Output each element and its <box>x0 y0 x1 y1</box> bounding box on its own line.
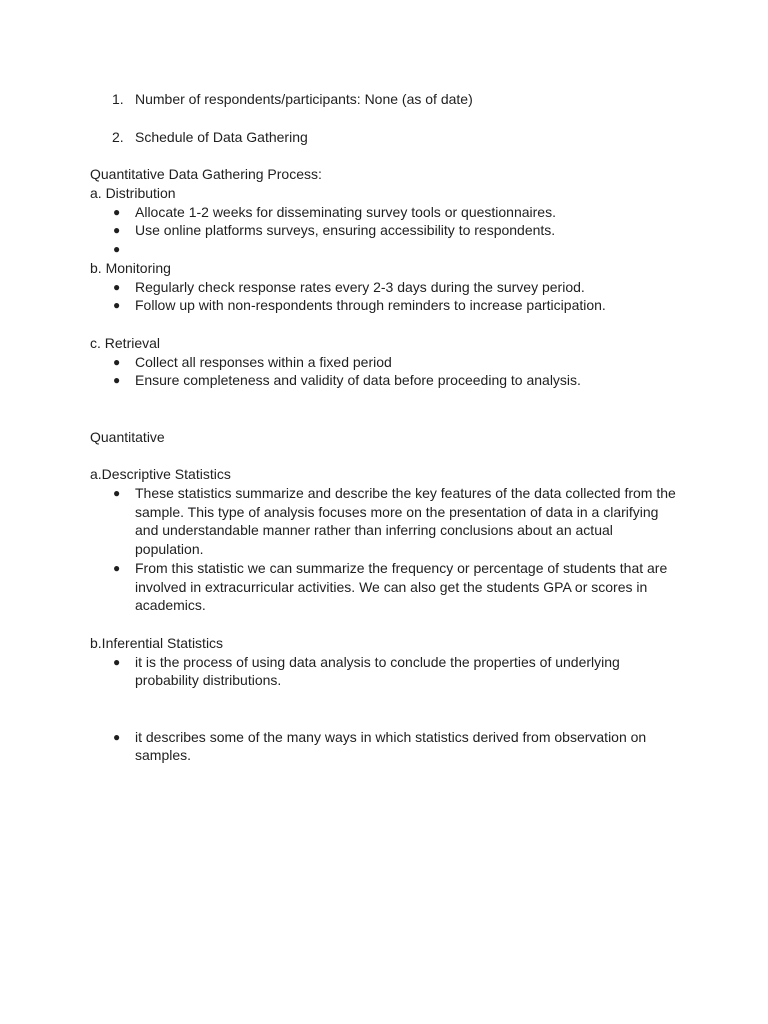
document-page <box>90 90 680 765</box>
retrieval-heading: c. Retrieval <box>90 334 161 351</box>
list-item-text: Collect all responses within a fixed period <box>135 353 392 370</box>
list-item-text: From this statistic we can summarize the frequency or percentage of students that are involved in extracurricular activities. We can also get the students GPA or scores in academics. <box>135 559 668 614</box>
bullet-icon: ● <box>113 654 121 669</box>
list-item <box>90 371 680 390</box>
list-item-text: it describes some of the many ways in which statistics derived from observation on samples. <box>135 728 647 764</box>
list-item <box>90 484 680 559</box>
list-item-text: Follow up with non-respondents through reminders to increase participation. <box>135 297 606 314</box>
list-item-text: it is the process of using data analysis to conclude the properties of underlying probability distributions. <box>135 653 620 689</box>
list-item <box>90 203 680 222</box>
distribution-heading: a. Distribution <box>90 184 176 201</box>
list-item-text: Use online platforms surveys, ensuring accessibility to respondents. <box>135 222 556 239</box>
bullet-icon: ● <box>113 560 121 575</box>
process-title: Quantitative Data Gathering Process: <box>90 166 322 182</box>
list-item-text: These statistics summarize and describe the key features of the data collected from the sample. This type of analysis focuses more on the presentation of data in a clarifying and understandable manner rather than inferring conclusions about an actual population. <box>135 484 676 557</box>
numbered-item-schedule <box>90 128 680 147</box>
monitoring-heading: b. Monitoring <box>90 259 171 276</box>
inferential-heading: b.Inferential Statistics <box>90 634 224 651</box>
list-item-text: Schedule of Data Gathering <box>135 128 308 145</box>
list-item <box>90 278 680 297</box>
bullet-icon: ● <box>113 298 121 313</box>
list-item <box>90 221 680 240</box>
list-item <box>90 296 680 315</box>
bullet-icon: ● <box>113 279 121 294</box>
list-item-empty <box>90 240 680 259</box>
list-item-text: Number of respondents/participants: None (as of date) <box>135 91 473 107</box>
bullet-icon: ● <box>113 354 121 369</box>
numbered-item-respondents <box>90 90 680 109</box>
list-item-text: Allocate 1-2 weeks for disseminating survey tools or questionnaires. <box>135 203 556 220</box>
descriptive-heading: a.Descriptive Statistics <box>90 466 231 482</box>
bullet-icon: ● <box>113 485 121 500</box>
list-item <box>90 653 680 691</box>
list-item <box>90 728 680 766</box>
bullet-icon: ● <box>113 729 121 744</box>
bullet-icon: ● <box>113 223 121 238</box>
list-item <box>90 353 680 372</box>
list-item <box>90 559 680 615</box>
list-item-text: Regularly check response rates every 2-3 days during the survey period. <box>135 278 585 295</box>
list-number: 1. <box>112 91 124 107</box>
bullet-icon: ● <box>113 204 121 219</box>
bullet-icon: ● <box>113 373 121 388</box>
bullet-icon: ● <box>113 242 121 256</box>
analysis-title: Quantitative <box>90 428 165 445</box>
list-item-text: Ensure completeness and validity of data before proceeding to analysis. <box>135 372 581 389</box>
list-number: 2. <box>112 128 124 145</box>
